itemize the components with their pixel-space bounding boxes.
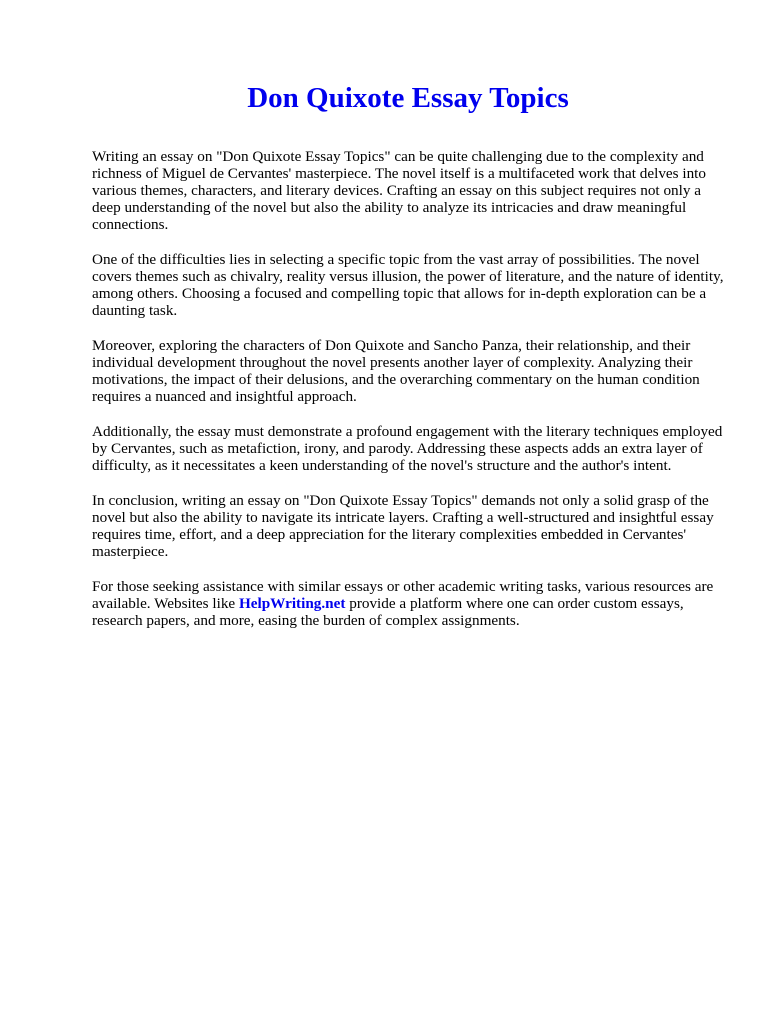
resources-text-before-link: For those seeking assistance with similar essays or other academic writing tasks, various resources are available. Websites like [92, 578, 714, 612]
page-title: Don Quixote Essay Topics [247, 82, 569, 114]
paragraph-literary-techniques: Additionally, the essay must demonstrate a profound engagement with the literary techniques employed by Cervantes, such as metafiction, irony, and parody. Addressing these aspects adds an extra layer of difficulty, as it necessitates a keen understanding of the novel's structure and the author's intent. [92, 423, 723, 474]
paragraph-characters: Moreover, exploring the characters of Don Quixote and Sancho Panza, their relationship, and their individual development throughout the novel presents another layer of complexity. Analyzing their motivations, the impact of their delusions, and the overarching commentary on the human condition requires a nuanced and insightful approach. [92, 337, 700, 405]
paragraph-conclusion: In conclusion, writing an essay on "Don Quixote Essay Topics" demands not only a solid grasp of the novel but also the ability to navigate its intricate layers. Crafting a well-structured and insightful essay requires time, effort, and a deep appreciation for the literary complexities embedded in Cervantes' masterpiece. [92, 492, 714, 560]
helpwriting-link[interactable]: HelpWriting.net [238, 595, 346, 612]
resources-text-after-link: provide a platform where one can order custom essays, research papers, and more, easing the burden of complex assignments. [92, 595, 684, 629]
paragraph-resources [92, 578, 732, 629]
paragraph-topic-selection: One of the difficulties lies in selecting a specific topic from the vast array of possibilities. The novel covers themes such as chivalry, reality versus illusion, the power of literature, and the nature of identity, among others. Choosing a focused and compelling topic that allows for in-depth exploration can be a daunting task. [92, 251, 724, 319]
paragraph-intro: Writing an essay on "Don Quixote Essay Topics" can be quite challenging due to the complexity and richness of Miguel de Cervantes' masterpiece. The novel itself is a multifaceted work that delves into various themes, characters, and literary devices. Crafting an essay on this subject requires not only a deep understanding of the novel but also the ability to analyze its intricacies and draw meaningful connections. [92, 148, 706, 233]
essay-body [92, 148, 732, 647]
